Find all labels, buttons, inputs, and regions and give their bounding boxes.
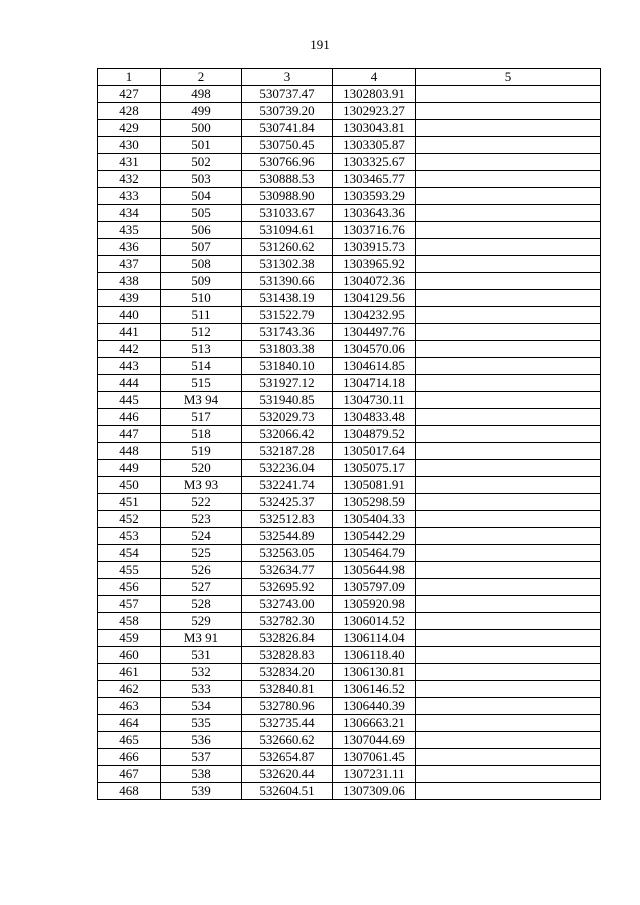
- point-number-cell: 523: [161, 511, 242, 528]
- y-coordinate-cell: 1304072.36: [333, 273, 416, 290]
- table-row: [98, 409, 601, 426]
- note-cell: [416, 341, 601, 358]
- coordinates-table: [97, 68, 601, 800]
- note-cell: [416, 137, 601, 154]
- x-coordinate-cell: 531743.36: [242, 324, 333, 341]
- x-coordinate-cell: 532066.42: [242, 426, 333, 443]
- y-coordinate-cell: 1307061.45: [333, 749, 416, 766]
- y-coordinate-cell: 1304730.11: [333, 392, 416, 409]
- row-number-cell: 427: [98, 86, 161, 103]
- point-number-cell: 535: [161, 715, 242, 732]
- row-number-cell: 445: [98, 392, 161, 409]
- point-number-cell: 515: [161, 375, 242, 392]
- row-number-cell: 446: [98, 409, 161, 426]
- table-row: [98, 562, 601, 579]
- y-coordinate-cell: 1303465.77: [333, 171, 416, 188]
- point-number-cell: 537: [161, 749, 242, 766]
- header-cell-5: 5: [416, 69, 601, 86]
- note-cell: [416, 749, 601, 766]
- y-coordinate-cell: 1306130.81: [333, 664, 416, 681]
- x-coordinate-cell: 532187.28: [242, 443, 333, 460]
- y-coordinate-cell: 1305442.29: [333, 528, 416, 545]
- y-coordinate-cell: 1305797.09: [333, 579, 416, 596]
- note-cell: [416, 630, 601, 647]
- note-cell: [416, 188, 601, 205]
- table-row: [98, 664, 601, 681]
- x-coordinate-cell: 531094.61: [242, 222, 333, 239]
- row-number-cell: 444: [98, 375, 161, 392]
- x-coordinate-cell: 532544.89: [242, 528, 333, 545]
- note-cell: [416, 783, 601, 800]
- point-number-cell: 539: [161, 783, 242, 800]
- y-coordinate-cell: 1302923.27: [333, 103, 416, 120]
- x-coordinate-cell: 531390.66: [242, 273, 333, 290]
- row-number-cell: 434: [98, 205, 161, 222]
- point-number-cell: МЗ 94: [161, 392, 242, 409]
- table-header-row: [98, 69, 601, 86]
- note-cell: [416, 647, 601, 664]
- x-coordinate-cell: 531033.67: [242, 205, 333, 222]
- y-coordinate-cell: 1306118.40: [333, 647, 416, 664]
- table-row: [98, 749, 601, 766]
- y-coordinate-cell: 1305644.98: [333, 562, 416, 579]
- table-row: [98, 137, 601, 154]
- note-cell: [416, 409, 601, 426]
- table-row: [98, 171, 601, 188]
- table-row: [98, 715, 601, 732]
- note-cell: [416, 613, 601, 630]
- row-number-cell: 461: [98, 664, 161, 681]
- y-coordinate-cell: 1304232.95: [333, 307, 416, 324]
- point-number-cell: 524: [161, 528, 242, 545]
- row-number-cell: 438: [98, 273, 161, 290]
- row-number-cell: 437: [98, 256, 161, 273]
- y-coordinate-cell: 1304497.76: [333, 324, 416, 341]
- row-number-cell: 429: [98, 120, 161, 137]
- table-row: [98, 188, 601, 205]
- x-coordinate-cell: 532241.74: [242, 477, 333, 494]
- point-number-cell: 522: [161, 494, 242, 511]
- point-number-cell: 499: [161, 103, 242, 120]
- note-cell: [416, 494, 601, 511]
- note-cell: [416, 664, 601, 681]
- x-coordinate-cell: 532695.92: [242, 579, 333, 596]
- note-cell: [416, 545, 601, 562]
- table-row: [98, 698, 601, 715]
- point-number-cell: 513: [161, 341, 242, 358]
- y-coordinate-cell: 1307044.69: [333, 732, 416, 749]
- row-number-cell: 459: [98, 630, 161, 647]
- note-cell: [416, 358, 601, 375]
- point-number-cell: 503: [161, 171, 242, 188]
- y-coordinate-cell: 1303965.92: [333, 256, 416, 273]
- table-row: [98, 426, 601, 443]
- x-coordinate-cell: 532654.87: [242, 749, 333, 766]
- note-cell: [416, 222, 601, 239]
- note-cell: [416, 256, 601, 273]
- point-number-cell: 525: [161, 545, 242, 562]
- page-number: 191: [310, 37, 330, 52]
- row-number-cell: 465: [98, 732, 161, 749]
- row-number-cell: 468: [98, 783, 161, 800]
- note-cell: [416, 698, 601, 715]
- x-coordinate-cell: 532604.51: [242, 783, 333, 800]
- table-row: [98, 477, 601, 494]
- row-number-cell: 463: [98, 698, 161, 715]
- point-number-cell: 505: [161, 205, 242, 222]
- table-row: [98, 290, 601, 307]
- header-cell-2: 2: [161, 69, 242, 86]
- table-row: [98, 443, 601, 460]
- x-coordinate-cell: 530888.53: [242, 171, 333, 188]
- note-cell: [416, 205, 601, 222]
- point-number-cell: МЗ 91: [161, 630, 242, 647]
- x-coordinate-cell: 530750.45: [242, 137, 333, 154]
- table-row: [98, 307, 601, 324]
- table-row: [98, 681, 601, 698]
- x-coordinate-cell: 532840.81: [242, 681, 333, 698]
- row-number-cell: 452: [98, 511, 161, 528]
- note-cell: [416, 273, 601, 290]
- row-number-cell: 451: [98, 494, 161, 511]
- row-number-cell: 462: [98, 681, 161, 698]
- table-row: [98, 120, 601, 137]
- point-number-cell: 520: [161, 460, 242, 477]
- note-cell: [416, 732, 601, 749]
- table-row: [98, 86, 601, 103]
- note-cell: [416, 579, 601, 596]
- table-row: [98, 205, 601, 222]
- note-cell: [416, 562, 601, 579]
- row-number-cell: 441: [98, 324, 161, 341]
- table-row: [98, 358, 601, 375]
- y-coordinate-cell: 1305017.64: [333, 443, 416, 460]
- point-number-cell: 527: [161, 579, 242, 596]
- table-row: [98, 647, 601, 664]
- y-coordinate-cell: 1304614.85: [333, 358, 416, 375]
- row-number-cell: 450: [98, 477, 161, 494]
- point-number-cell: 536: [161, 732, 242, 749]
- note-cell: [416, 528, 601, 545]
- note-cell: [416, 375, 601, 392]
- x-coordinate-cell: 532782.30: [242, 613, 333, 630]
- row-number-cell: 439: [98, 290, 161, 307]
- y-coordinate-cell: 1305920.98: [333, 596, 416, 613]
- row-number-cell: 430: [98, 137, 161, 154]
- row-number-cell: 456: [98, 579, 161, 596]
- x-coordinate-cell: 530737.47: [242, 86, 333, 103]
- table-row: [98, 494, 601, 511]
- row-number-cell: 447: [98, 426, 161, 443]
- point-number-cell: 506: [161, 222, 242, 239]
- x-coordinate-cell: 531940.85: [242, 392, 333, 409]
- table-row: [98, 154, 601, 171]
- point-number-cell: 504: [161, 188, 242, 205]
- row-number-cell: 442: [98, 341, 161, 358]
- row-number-cell: 432: [98, 171, 161, 188]
- header-cell-4: 4: [333, 69, 416, 86]
- x-coordinate-cell: 532563.05: [242, 545, 333, 562]
- note-cell: [416, 426, 601, 443]
- y-coordinate-cell: 1303593.29: [333, 188, 416, 205]
- row-number-cell: 436: [98, 239, 161, 256]
- note-cell: [416, 715, 601, 732]
- note-cell: [416, 443, 601, 460]
- point-number-cell: 533: [161, 681, 242, 698]
- header-cell-1: 1: [98, 69, 161, 86]
- y-coordinate-cell: 1303915.73: [333, 239, 416, 256]
- y-coordinate-cell: 1306014.52: [333, 613, 416, 630]
- note-cell: [416, 477, 601, 494]
- y-coordinate-cell: 1306146.52: [333, 681, 416, 698]
- point-number-cell: 512: [161, 324, 242, 341]
- row-number-cell: 455: [98, 562, 161, 579]
- point-number-cell: МЗ 93: [161, 477, 242, 494]
- row-number-cell: 431: [98, 154, 161, 171]
- row-number-cell: 440: [98, 307, 161, 324]
- row-number-cell: 449: [98, 460, 161, 477]
- point-number-cell: 498: [161, 86, 242, 103]
- point-number-cell: 500: [161, 120, 242, 137]
- point-number-cell: 532: [161, 664, 242, 681]
- row-number-cell: 464: [98, 715, 161, 732]
- y-coordinate-cell: 1303305.87: [333, 137, 416, 154]
- row-number-cell: 453: [98, 528, 161, 545]
- point-number-cell: 518: [161, 426, 242, 443]
- row-number-cell: 428: [98, 103, 161, 120]
- point-number-cell: 514: [161, 358, 242, 375]
- y-coordinate-cell: 1305075.17: [333, 460, 416, 477]
- note-cell: [416, 103, 601, 120]
- y-coordinate-cell: 1303325.67: [333, 154, 416, 171]
- table-row: [98, 732, 601, 749]
- y-coordinate-cell: 1304129.56: [333, 290, 416, 307]
- point-number-cell: 538: [161, 766, 242, 783]
- x-coordinate-cell: 532660.62: [242, 732, 333, 749]
- y-coordinate-cell: 1302803.91: [333, 86, 416, 103]
- x-coordinate-cell: 532834.20: [242, 664, 333, 681]
- table-row: [98, 460, 601, 477]
- table-body: [98, 69, 601, 800]
- x-coordinate-cell: 532634.77: [242, 562, 333, 579]
- table-row: [98, 375, 601, 392]
- row-number-cell: 458: [98, 613, 161, 630]
- x-coordinate-cell: 532826.84: [242, 630, 333, 647]
- note-cell: [416, 511, 601, 528]
- y-coordinate-cell: 1305081.91: [333, 477, 416, 494]
- table-row: [98, 341, 601, 358]
- point-number-cell: 534: [161, 698, 242, 715]
- x-coordinate-cell: 531840.10: [242, 358, 333, 375]
- row-number-cell: 460: [98, 647, 161, 664]
- table-row: [98, 613, 601, 630]
- x-coordinate-cell: 532735.44: [242, 715, 333, 732]
- row-number-cell: 443: [98, 358, 161, 375]
- y-coordinate-cell: 1306440.39: [333, 698, 416, 715]
- point-number-cell: 529: [161, 613, 242, 630]
- y-coordinate-cell: 1305404.33: [333, 511, 416, 528]
- point-number-cell: 501: [161, 137, 242, 154]
- row-number-cell: 454: [98, 545, 161, 562]
- x-coordinate-cell: 532828.83: [242, 647, 333, 664]
- note-cell: [416, 290, 601, 307]
- row-number-cell: 433: [98, 188, 161, 205]
- x-coordinate-cell: 532236.04: [242, 460, 333, 477]
- table-row: [98, 511, 601, 528]
- y-coordinate-cell: 1304714.18: [333, 375, 416, 392]
- point-number-cell: 526: [161, 562, 242, 579]
- table-row: [98, 596, 601, 613]
- y-coordinate-cell: 1306114.04: [333, 630, 416, 647]
- point-number-cell: 509: [161, 273, 242, 290]
- y-coordinate-cell: 1305298.59: [333, 494, 416, 511]
- x-coordinate-cell: 531803.38: [242, 341, 333, 358]
- x-coordinate-cell: 530766.96: [242, 154, 333, 171]
- x-coordinate-cell: 531302.38: [242, 256, 333, 273]
- y-coordinate-cell: 1304879.52: [333, 426, 416, 443]
- y-coordinate-cell: 1303643.36: [333, 205, 416, 222]
- x-coordinate-cell: 532512.83: [242, 511, 333, 528]
- y-coordinate-cell: 1305464.79: [333, 545, 416, 562]
- note-cell: [416, 460, 601, 477]
- point-number-cell: 517: [161, 409, 242, 426]
- table-row: [98, 324, 601, 341]
- table-row: [98, 545, 601, 562]
- x-coordinate-cell: 530988.90: [242, 188, 333, 205]
- note-cell: [416, 154, 601, 171]
- note-cell: [416, 86, 601, 103]
- point-number-cell: 528: [161, 596, 242, 613]
- table-row: [98, 222, 601, 239]
- x-coordinate-cell: 532425.37: [242, 494, 333, 511]
- point-number-cell: 510: [161, 290, 242, 307]
- point-number-cell: 502: [161, 154, 242, 171]
- table-row: [98, 630, 601, 647]
- y-coordinate-cell: 1306663.21: [333, 715, 416, 732]
- y-coordinate-cell: 1304833.48: [333, 409, 416, 426]
- row-number-cell: 457: [98, 596, 161, 613]
- point-number-cell: 508: [161, 256, 242, 273]
- note-cell: [416, 766, 601, 783]
- x-coordinate-cell: 531438.19: [242, 290, 333, 307]
- note-cell: [416, 120, 601, 137]
- row-number-cell: 466: [98, 749, 161, 766]
- x-coordinate-cell: 532780.96: [242, 698, 333, 715]
- x-coordinate-cell: 530741.84: [242, 120, 333, 137]
- table-row: [98, 579, 601, 596]
- table-row: [98, 528, 601, 545]
- x-coordinate-cell: 531522.79: [242, 307, 333, 324]
- note-cell: [416, 307, 601, 324]
- y-coordinate-cell: 1304570.06: [333, 341, 416, 358]
- table-row: [98, 392, 601, 409]
- y-coordinate-cell: 1303716.76: [333, 222, 416, 239]
- x-coordinate-cell: 532029.73: [242, 409, 333, 426]
- x-coordinate-cell: 532620.44: [242, 766, 333, 783]
- note-cell: [416, 171, 601, 188]
- table-row: [98, 256, 601, 273]
- table-row: [98, 239, 601, 256]
- point-number-cell: 519: [161, 443, 242, 460]
- x-coordinate-cell: 531260.62: [242, 239, 333, 256]
- table-row: [98, 783, 601, 800]
- point-number-cell: 531: [161, 647, 242, 664]
- table-row: [98, 766, 601, 783]
- x-coordinate-cell: 531927.12: [242, 375, 333, 392]
- y-coordinate-cell: 1307309.06: [333, 783, 416, 800]
- row-number-cell: 467: [98, 766, 161, 783]
- point-number-cell: 511: [161, 307, 242, 324]
- table-row: [98, 103, 601, 120]
- table-row: [98, 273, 601, 290]
- note-cell: [416, 681, 601, 698]
- x-coordinate-cell: 532743.00: [242, 596, 333, 613]
- note-cell: [416, 324, 601, 341]
- x-coordinate-cell: 530739.20: [242, 103, 333, 120]
- row-number-cell: 448: [98, 443, 161, 460]
- point-number-cell: 507: [161, 239, 242, 256]
- y-coordinate-cell: 1307231.11: [333, 766, 416, 783]
- y-coordinate-cell: 1303043.81: [333, 120, 416, 137]
- note-cell: [416, 596, 601, 613]
- note-cell: [416, 239, 601, 256]
- header-cell-3: 3: [242, 69, 333, 86]
- row-number-cell: 435: [98, 222, 161, 239]
- note-cell: [416, 392, 601, 409]
